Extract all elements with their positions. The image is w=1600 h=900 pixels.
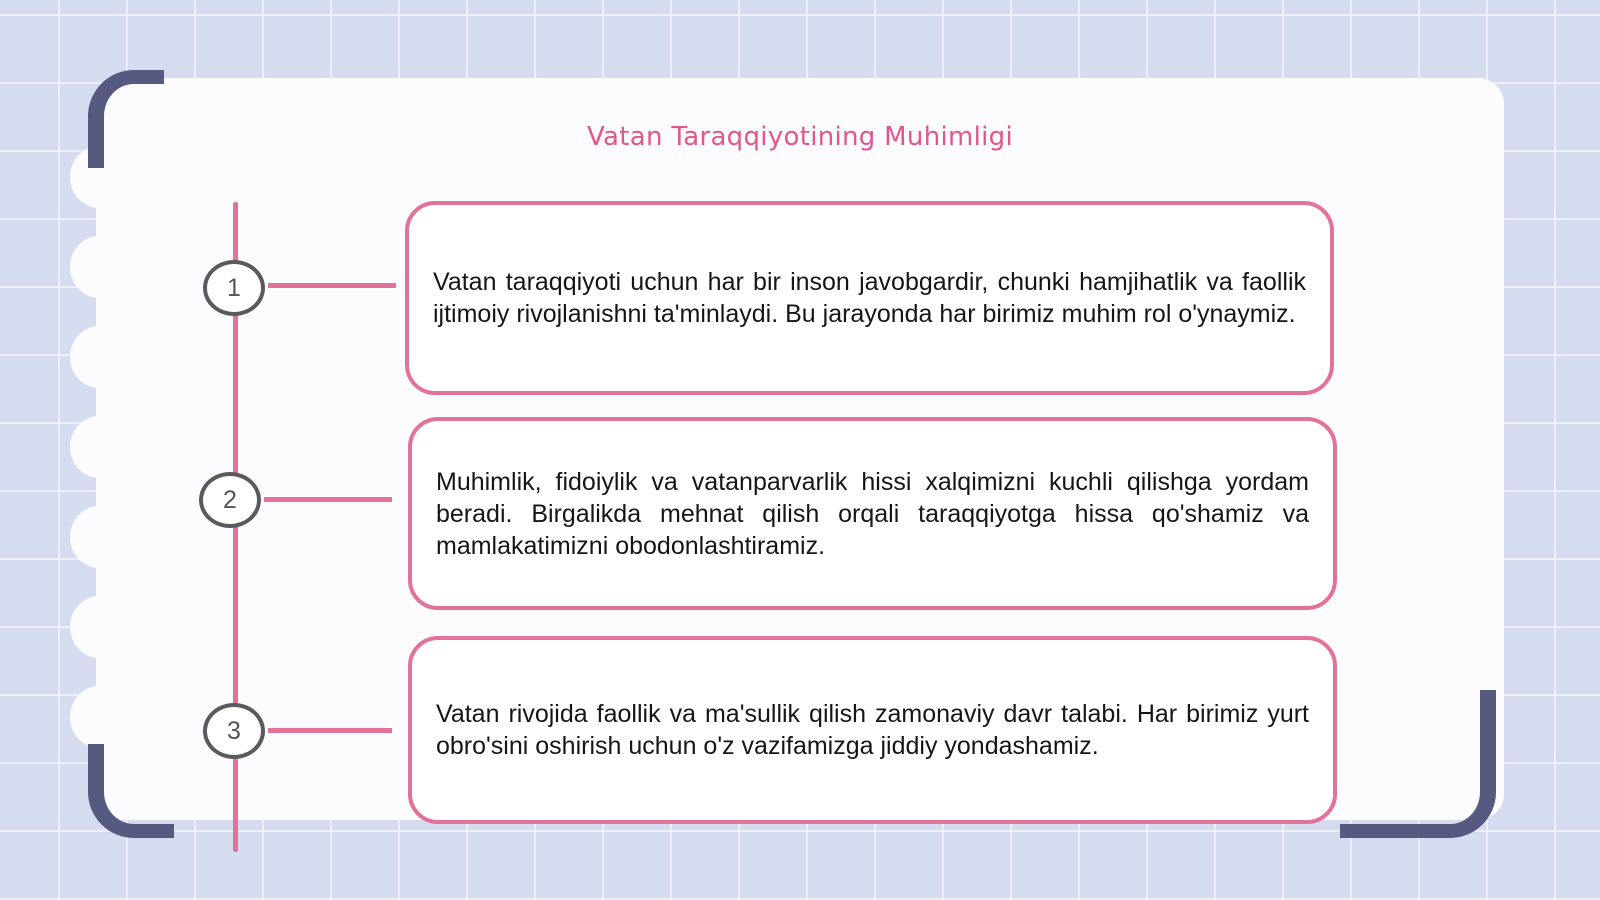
step-card [405,201,1334,395]
step-card [408,636,1337,824]
step-number-badge: 3 [203,703,265,759]
frame-corner-bottom-right [1340,690,1496,838]
step-number-badge: 2 [199,472,261,528]
frame-corner-bottom-left [88,744,174,838]
timeline-connector [268,283,396,288]
slide-title: Vatan Taraqqiyotining Muhimligi [586,122,1013,152]
timeline-connector [264,497,392,502]
paper-edge-bump [70,326,128,388]
frame-corner-top-left [88,70,164,168]
paper-edge-bump [70,686,128,748]
step-text: Vatan rivojida faollik va ma'sullik qilish zamonaviy davr talabi. Har birimiz yurt obro'sini oshirish uchun o'z vazifamizga jiddiy yondashamiz. [436,700,1309,760]
timeline-connector [268,728,392,733]
step-text: Vatan taraqqiyoti uchun har bir inson javobgardir, chunki hamjihatlik va faollik ijtimoiy rivojlanishni ta'minlaydi. Bu jarayonda har birimiz muhim rol o'ynaymiz. [433,268,1306,328]
paper-edge-bump [70,236,128,298]
paper-edge-bump [70,416,128,478]
paper-edge-bump [70,506,128,568]
step-text: Muhimlik, fidoiylik va vatanparvarlik hissi xalqimizni kuchli qilishga yordam beradi. Birgalikda mehnat qilish orqali taraqqiyotga hissa qo'shamiz va mamlakatimizni obodonlashtiramiz. [436,467,1309,560]
paper-edge-bump [70,596,128,658]
step-card [408,417,1337,610]
step-number-badge: 1 [203,260,265,316]
